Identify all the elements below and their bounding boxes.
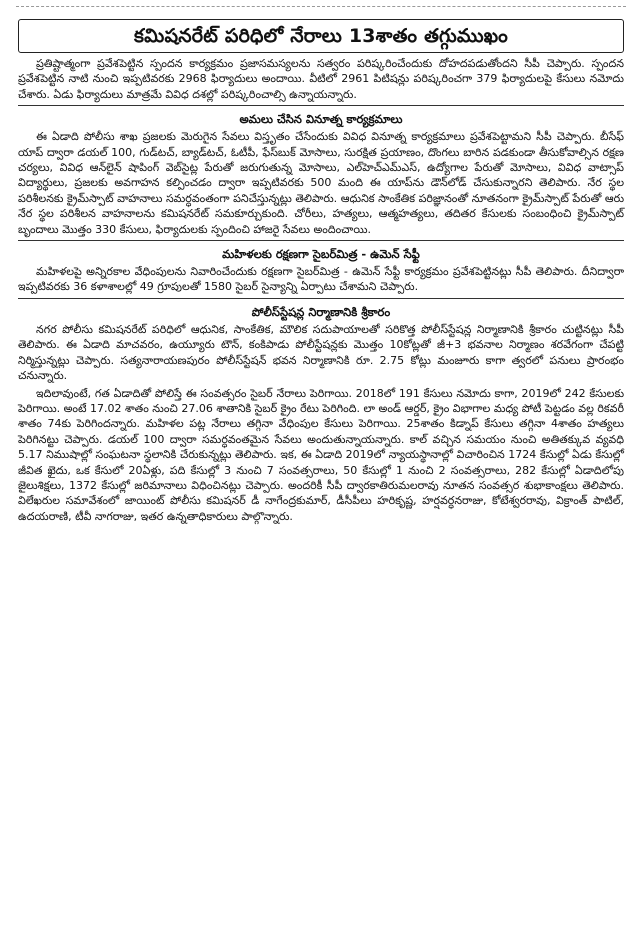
police-stations-paragraph: నగర పోలీసు కమిషనరేట్ పరిధిలో ఆధునిక, సాంకేతిక, మౌలిక సదుపాయాలతో సరికొత్త పోలీస్‌స్టేషన్ల నిర్మాణానికి శ్రీకారం చుట్టినట్లు సీపీ తెలిపారు. ఈ ఏడాది మాచవరం, ఉయ్యూరు టౌన్, కంకిపాడు పోలీస్టేషన్లకు మొత్తం 10కోట్లతో జీ+3 భవనాల నిర్మాణం శరవేగంగా చేపట్టి నిర్మిస్తున్నట్లు చెప్పారు. సత్యనారాయణపురం పోలీస్‌స్టేషన్ భవన నిర్మాణానికి రూ. 2.75 కోట్లు మంజూరు కాగా త్వరలో పనులు ప్రారంభం చనున్నారు. (18, 322, 624, 383)
women-safety-paragraph: మహిళలపై అన్నిరకాల వేధింపులను నివారించేందుకు రక్షణగా సైబర్‌మిత్ర - ఉమెన్ సేఫ్టీ కార్యక్రమం ప్రవేశపెట్టినట్లు సీపీ తెలిపారు. దీనిద్వారా ఇప్పటివరకు 36 కళాశాలల్లో 49 గ్రూపులతో 1580 సైబర్ సైన్యాన్ని ఏర్పాటు చేశామని చెప్పారు. (18, 265, 624, 294)
section-heading-police-stations: పోలీస్‌స్టేషన్ల నిర్మాణానికి శ్రీకారం (251, 304, 391, 319)
headline-box (18, 19, 624, 53)
top-divider (16, 6, 626, 15)
intro-paragraph: ప్రతిష్టాత్మంగా ప్రవేశపెట్టిన స్పందన కార్యక్రమం ప్రజాసమస్యలను సత్వరం పరిష్కరించేందుకు దోహదపడుతోందని సీపీ చెప్పారు. స్పందన ప్రవేశపెట్టిన నాటి నుంచి ఇప్పటివరకు 2968 ఫిర్యాదులు అందాయి. వీటిలో 2961 పిటిషన్లు పరిష్కరించగా 379 ఫిర్యాదులపై కేసులు నమోదు చేశారు. ఏడు ఫిర్యాదులు మాత్రమే వివిధ దశల్లో పరిష్కరించాల్సి ఉన్నాయన్నారు. (18, 57, 624, 101)
crime-stats-paragraph: ఇదిలావుంటే, గత ఏడాదితో పోలిస్తే ఈ సంవత్సరం సైబర్ నేరాలు పెరిగాయి. 2018లో 191 కేసులు నమోదు కాగా, 2019లో 242 కేసులకు పెరిగాయి. అంటే 17.02 శాతం నుంచి 27.06 శాతానికి సైబర్ క్రైం రేటు పెరిగింది. లా అండ్ ఆర్డర్, క్రైం విభాగాల మధ్య పోటీ పెట్టడం వల్ల రికవరీ శాతం 74కు పెరిగిందన్నారు. మహిళల పట్ల నేరాలు తగ్గినా వేధింపుల కేసులు పెరిగాయి. 25శాతం కిడ్నాప్ కేసులు తగ్గినా 4శాతం హత్యలు పెరిగినట్టు చెప్పారు. డయల్ 100 ద్వారా సమర్ధవంతమైన సేవలు అందుతున్నాయన్నారు. కాల్ వచ్చిన సమయం నుంచి అతితక్కువ వ్యవధి 5.17 నిముషాల్లో సంఘటనా స్థలానికి చేరుకున్నట్లు తెలిపారు. ఇక, ఈ ఏడాది 2019లో న్యాయస్థానాల్లో విచారించిన 1724 కేసుల్లో ఏడు కేసుల్లో జీవిత ఖైదు, ఒక కేసులో 20ఏళ్లు, పది కేసుల్లో 3 నుంచి 7 సంవత్సరాలు, 50 కేసుల్లో 1 నుంచి 2 సంవత్సరాలు, 282 కేసుల్లో ఏడాదిలోపు జైలుశిక్షలు, 1372 కేసుల్లో జరిమానాలు విధించినట్లు చెప్పారు. అందరికీ సీపీ ద్వారకాతిరుమలరావు నూతన సంవత్సర శుభాకాంక్షలు తెలిపారు. విలేఖరుల సమావేశంలో జాయింట్ పోలీసు కమిషనర్ డీ నాగేంద్రకుమార్, డీసీపీలు హరికృష్ణ, హర్షవర్ధనరాజు, కోటేశ్వరరావు, విక్రాంత్ పాటిల్, ఉదయరాణి, టీవీ నాగరాజు, ఇతర ఉన్నతాధికారులు పాల్గొన్నారు. (18, 386, 624, 523)
section-divider (18, 105, 624, 108)
section-divider (18, 240, 624, 243)
section-heading-women-safety: మహిళలకు రక్షణగా సైబర్‌మిత్ర - ఉమెన్ సేఫ్టీ (222, 247, 420, 262)
headline: కమిషనరేట్ పరిధిలో నేరాలు 13శాతం తగ్గుముఖం (134, 25, 508, 47)
innovations-paragraph: ఈ ఏడాది పోలీసు శాఖ ప్రజలకు మెరుగైన సేవలు విస్తృతం చేసేందుకు వివిధ వినూత్న కార్యక్రమాలు ప్రవేశపెట్టామని సీపీ చెప్పారు. బీసేఫ్ యాప్ ద్వారా డయల్ 100, గుడ్‌టచ్, బ్యాడ్‌టచ్, ఓటీపీ, ఫేస్‌బుక్ మోసాలు, సురక్షిత ప్రయాణం, దొంగలు బారిన పడకుండా తీసుకోవాల్సిన రక్షణ చర్యలు, వివిధ ఆన్‌లైన్ షాపింగ్ వెబ్‌సైట్ల పేరుతో జరుగుతున్న మోసాలు, ఎల్‌హెచ్‌ఎమ్‌ఎస్, ఉద్యోగాల పేరుతో మోసాలు, వివిధ వాట్సాప్ విద్యార్థులు, ప్రజలకు అవగాహన కల్పించడం ద్వారా ఇప్పటివరకు 500 మంది ఈ యాప్‌ను డౌన్‌లోడ్ చేసుకున్నారని తెలిపారు. నేర స్థల పరిశీలనకు క్రైమ్‌స్పాట్ వాహనాలు సమర్ధవంతంగా పనిచేస్తున్నట్లు తెలిపారు. ఆధునిక సాంకేతిక పరిజ్ఞానంతో నూతనంగా క్రైమ్‌స్పాట్ పేరుతో ఆరు నేర స్థల పరిశీలన వాహనాలను కమిషనరేట్ సమకూర్చుకుంది. చోరీలు, హత్యలు, ఆత్మహత్యలు, తదితర కేసులకు సంబంధించి క్రైమ్‌స్పాట్ బృందాలు మొత్తం 330 కేసులు, ఫిర్యాదులకు స్పందించి హాజరై సేవలు అందించాయి. (18, 130, 624, 236)
section-divider (18, 298, 624, 301)
section-heading-innovations: అమలు చేసిన వినూత్న కార్యక్రమాలు (239, 112, 403, 127)
